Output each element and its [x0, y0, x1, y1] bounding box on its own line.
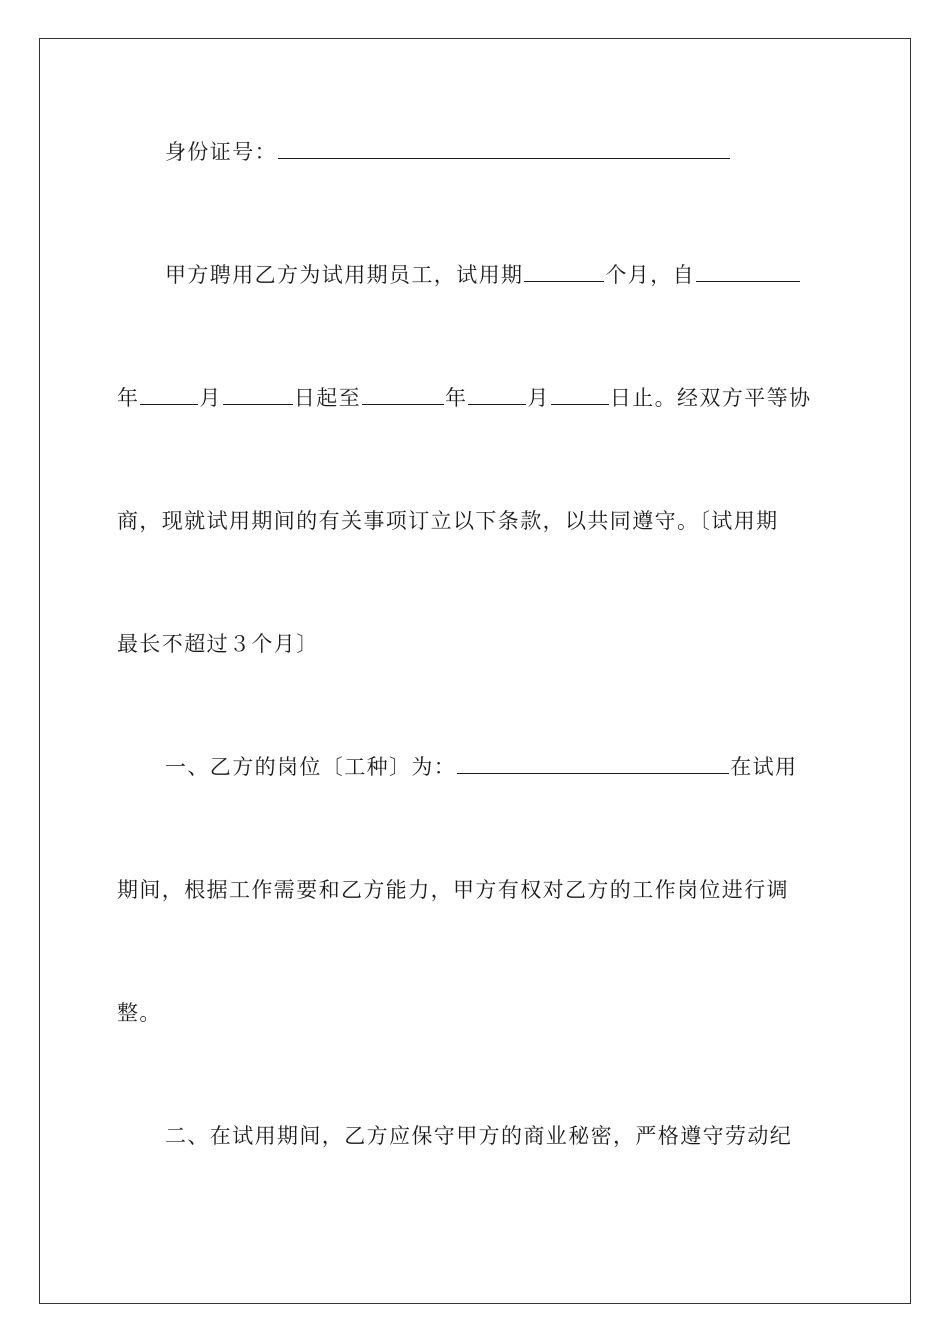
clause2-line1: 二、在试用期间，乙方应保守甲方的商业秘密，严格遵守劳动纪 [165, 1124, 793, 1148]
para1-line2 [117, 383, 811, 413]
position-blank[interactable] [457, 753, 729, 774]
start-month-blank[interactable] [140, 384, 198, 405]
probation-months-blank[interactable] [524, 261, 604, 282]
day-start-label: 日起至 [293, 386, 362, 410]
end-year-blank[interactable] [362, 384, 444, 405]
para1-line3: 商，现就试用期间的有关事项订立以下条款，以共同遵守。〔试用期 [117, 509, 779, 533]
start-year-blank[interactable] [696, 261, 800, 282]
year-label-1: 年 [117, 386, 140, 410]
clause1-line3: 整。 [117, 1001, 162, 1025]
para1-text-a: 甲方聘用乙方为试用期员工，试用期 [165, 263, 524, 287]
id-number-line [165, 137, 731, 167]
end-day-blank[interactable] [551, 384, 609, 405]
clause1-line2: 期间，根据工作需要和乙方能力，甲方有权对乙方的工作岗位进行调 [117, 878, 789, 902]
para1-line4: 最长不超过３个月〕 [117, 632, 319, 656]
id-number-label: 身份证号： [165, 140, 277, 164]
clause1-text-b: 在试用 [730, 755, 798, 779]
para1-text-end: 日止。经双方平等协 [609, 386, 812, 410]
clause1-line1 [165, 752, 797, 782]
para1-text-b: 个月，自 [605, 263, 696, 287]
end-month-blank[interactable] [468, 384, 526, 405]
start-day-blank[interactable] [223, 384, 293, 405]
month-label-2: 月 [527, 386, 550, 410]
id-number-blank[interactable] [278, 138, 730, 159]
page-frame [39, 38, 911, 1304]
para1-line1 [165, 260, 801, 290]
year-label-2: 年 [445, 386, 468, 410]
month-label-1: 月 [199, 386, 222, 410]
clause1-text-a: 一、乙方的岗位〔工种〕为： [165, 755, 457, 779]
